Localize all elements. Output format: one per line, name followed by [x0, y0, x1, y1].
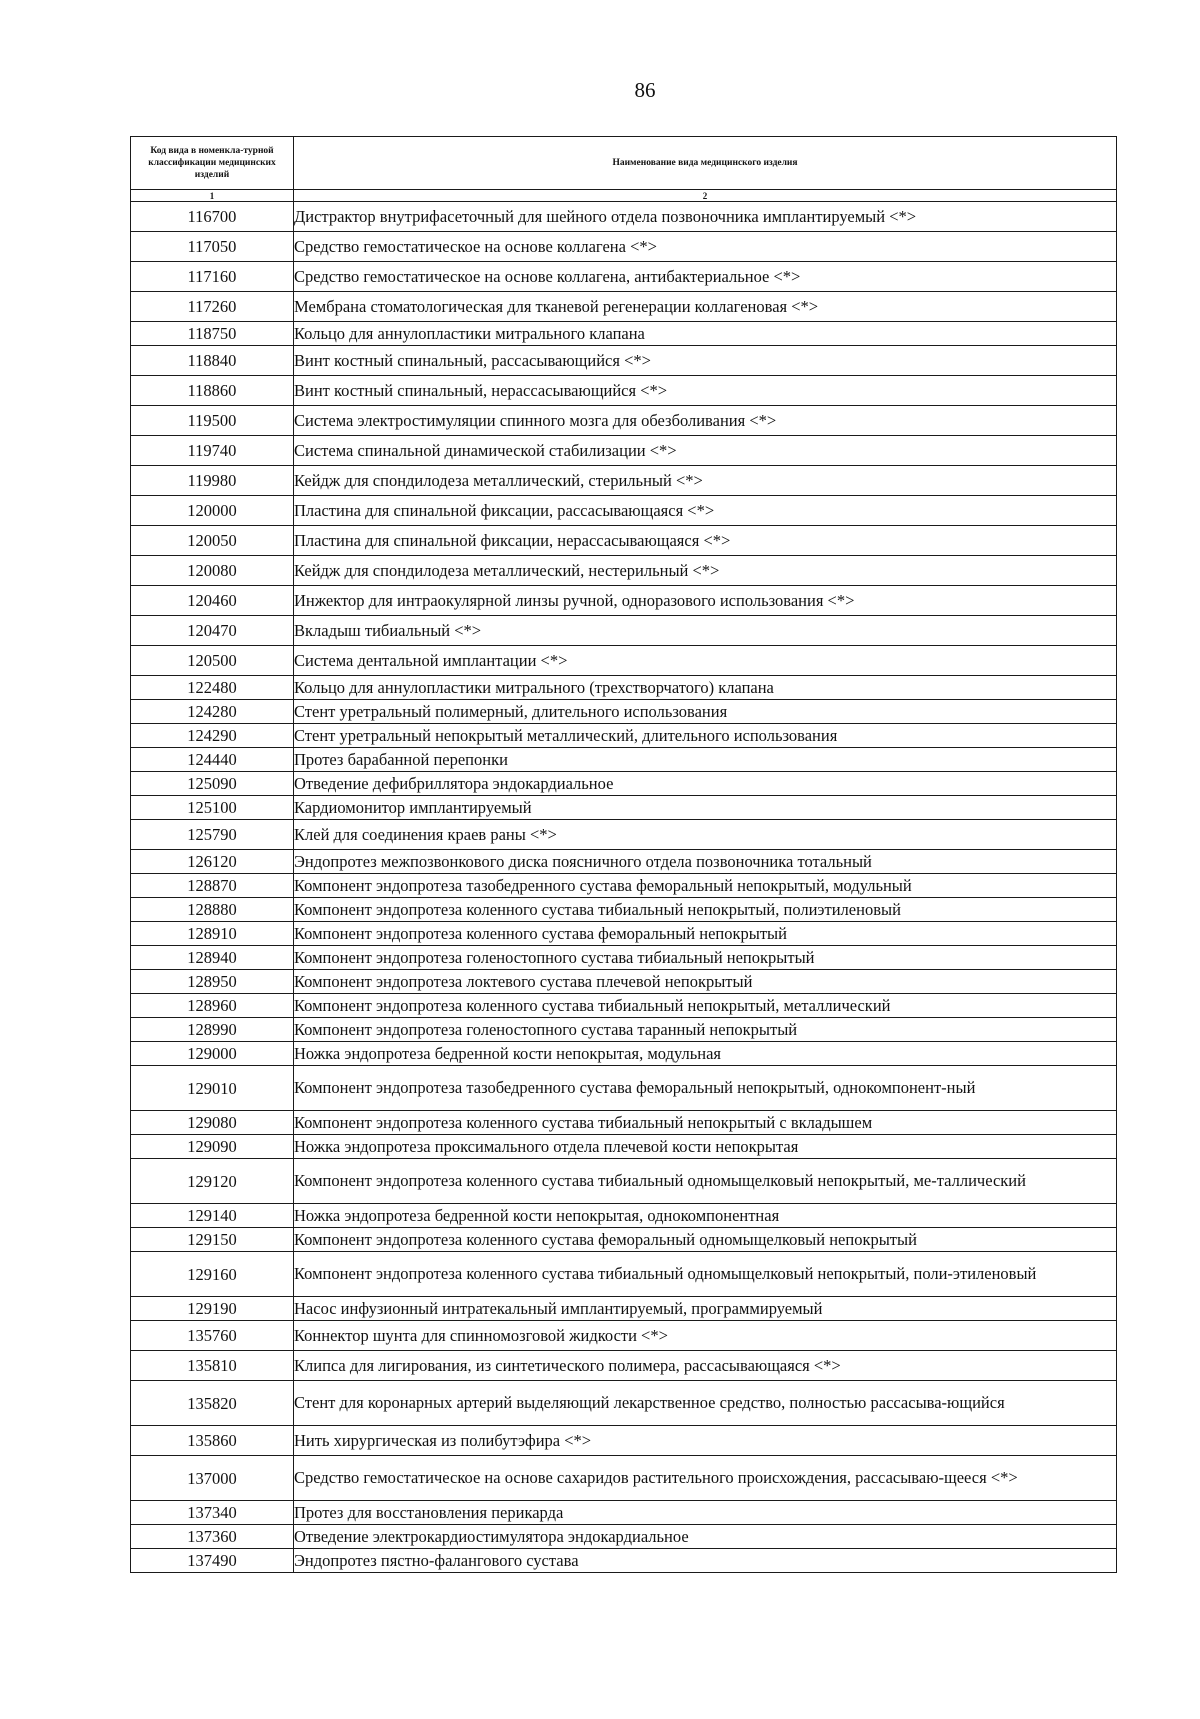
table-row: [131, 1351, 1117, 1381]
column-number-2: 2: [294, 190, 1117, 202]
device-name: Вкладыш тибиальный <*>: [294, 616, 1117, 646]
device-code: 129190: [131, 1297, 294, 1321]
device-code: 129080: [131, 1111, 294, 1135]
page-number: 86: [634, 78, 656, 102]
device-code: 124440: [131, 748, 294, 772]
device-name: Средство гемостатическое на основе коллагена, антибактериальное <*>: [294, 262, 1117, 292]
device-name: Отведение электрокардиостимулятора эндокардиальное: [294, 1525, 1117, 1549]
table-row: [131, 1135, 1117, 1159]
table-row: [131, 1549, 1117, 1573]
device-code: 129000: [131, 1042, 294, 1066]
device-code: 120000: [131, 496, 294, 526]
table-row: [131, 1018, 1117, 1042]
table-row: [131, 556, 1117, 586]
table-row: [131, 376, 1117, 406]
device-name: Компонент эндопротеза коленного сустава тибиальный одномыщелковый непокрытый, ме-таллический: [294, 1159, 1117, 1204]
table-row: [131, 262, 1117, 292]
device-code: 120470: [131, 616, 294, 646]
table-row: [131, 232, 1117, 262]
device-code: 129090: [131, 1135, 294, 1159]
device-name: Компонент эндопротеза коленного сустава тибиальный одномыщелковый непокрытый, поли-этиленовый: [294, 1252, 1117, 1297]
device-name: Система дентальной имплантации <*>: [294, 646, 1117, 676]
device-code: 135820: [131, 1381, 294, 1426]
device-name: Пластина для спинальной фиксации, нерассасывающаяся <*>: [294, 526, 1117, 556]
device-name: Отведение дефибриллятора эндокардиальное: [294, 772, 1117, 796]
table-row: [131, 898, 1117, 922]
table-row: [131, 724, 1117, 748]
device-name: Протез для восстановления перикарда: [294, 1501, 1117, 1525]
device-code: 128990: [131, 1018, 294, 1042]
header-code: Код вида в номенкла-турной классификации медицинских изделий: [131, 137, 294, 190]
table-row: [131, 646, 1117, 676]
device-name: Компонент эндопротеза коленного сустава тибиальный непокрытый, металлический: [294, 994, 1117, 1018]
table-row: [131, 496, 1117, 526]
device-name: Клей для соединения краев раны <*>: [294, 820, 1117, 850]
table-row: [131, 1525, 1117, 1549]
device-name: Компонент эндопротеза тазобедренного сустава феморальный непокрытый, однокомпонент-ный: [294, 1066, 1117, 1111]
device-code: 128910: [131, 922, 294, 946]
device-code: 124290: [131, 724, 294, 748]
table-row: [131, 748, 1117, 772]
device-name: Коннектор шунта для спинномозговой жидкости <*>: [294, 1321, 1117, 1351]
table-row: [131, 1042, 1117, 1066]
device-code: 119740: [131, 436, 294, 466]
table-row: [131, 526, 1117, 556]
device-code: 125090: [131, 772, 294, 796]
device-code: 118860: [131, 376, 294, 406]
device-code: 116700: [131, 202, 294, 232]
table-body: [131, 202, 1117, 1573]
device-name: Компонент эндопротеза коленного сустава тибиальный непокрытый, полиэтиленовый: [294, 898, 1117, 922]
device-name: Стент уретральный непокрытый металлический, длительного использования: [294, 724, 1117, 748]
device-name: Компонент эндопротеза коленного сустава феморальный непокрытый: [294, 922, 1117, 946]
table-row: [131, 346, 1117, 376]
table-row: [131, 796, 1117, 820]
device-code: 128950: [131, 970, 294, 994]
device-name: Средство гемостатическое на основе коллагена <*>: [294, 232, 1117, 262]
device-name: Стент для коронарных артерий выделяющий лекарственное средство, полностью рассасыва-ющийся: [294, 1381, 1117, 1426]
table-row: [131, 202, 1117, 232]
device-code: 137490: [131, 1549, 294, 1573]
table-row: [131, 1381, 1117, 1426]
device-code: 128870: [131, 874, 294, 898]
device-code: 137340: [131, 1501, 294, 1525]
table-row: [131, 772, 1117, 796]
device-name: Компонент эндопротеза коленного сустава феморальный одномыщелковый непокрытый: [294, 1228, 1117, 1252]
device-code: 120460: [131, 586, 294, 616]
device-name: Эндопротез пястно-фалангового сустава: [294, 1549, 1117, 1573]
device-code: 128940: [131, 946, 294, 970]
device-name: Винт костный спинальный, нерассасывающийся <*>: [294, 376, 1117, 406]
device-name: Компонент эндопротеза локтевого сустава плечевой непокрытый: [294, 970, 1117, 994]
device-code: 135760: [131, 1321, 294, 1351]
table-row: [131, 850, 1117, 874]
device-name: Система электростимуляции спинного мозга для обезболивания <*>: [294, 406, 1117, 436]
table-row: [131, 994, 1117, 1018]
device-code: 128880: [131, 898, 294, 922]
device-name: Ножка эндопротеза бедренной кости непокрытая, модульная: [294, 1042, 1117, 1066]
device-code: 126120: [131, 850, 294, 874]
table-row: [131, 1066, 1117, 1111]
device-name: Кейдж для спондилодеза металлический, нестерильный <*>: [294, 556, 1117, 586]
device-name: Ножка эндопротеза проксимального отдела плечевой кости непокрытая: [294, 1135, 1117, 1159]
table-row: [131, 1297, 1117, 1321]
device-name: Средство гемостатическое на основе сахаридов растительного происхождения, рассасываю-щееся <*>: [294, 1456, 1117, 1501]
table-header-row: [131, 137, 1117, 190]
device-code: 117050: [131, 232, 294, 262]
device-code: 128960: [131, 994, 294, 1018]
table-row: [131, 874, 1117, 898]
device-code: 119500: [131, 406, 294, 436]
device-code: 124280: [131, 700, 294, 724]
device-code: 122480: [131, 676, 294, 700]
device-code: 118750: [131, 322, 294, 346]
table-row: [131, 1204, 1117, 1228]
device-code: 117260: [131, 292, 294, 322]
device-code: 117160: [131, 262, 294, 292]
device-code: 129150: [131, 1228, 294, 1252]
device-name: Протез барабанной перепонки: [294, 748, 1117, 772]
table-row: [131, 466, 1117, 496]
device-code: 120050: [131, 526, 294, 556]
device-name: Эндопротез межпозвонкового диска поясничного отдела позвоночника тотальный: [294, 850, 1117, 874]
device-name: Кейдж для спондилодеза металлический, стерильный <*>: [294, 466, 1117, 496]
table-row: [131, 322, 1117, 346]
device-code: 129120: [131, 1159, 294, 1204]
table-row: [131, 292, 1117, 322]
device-name: Пластина для спинальной фиксации, рассасывающаяся <*>: [294, 496, 1117, 526]
table-row: [131, 1501, 1117, 1525]
device-code: 137000: [131, 1456, 294, 1501]
table-row: [131, 406, 1117, 436]
table-row: [131, 616, 1117, 646]
device-name: Кардиомонитор имплантируемый: [294, 796, 1117, 820]
column-number-1: 1: [131, 190, 294, 202]
device-name: Насос инфузионный интратекальный имплантируемый, программируемый: [294, 1297, 1117, 1321]
table-row: [131, 1111, 1117, 1135]
device-name: Кольцо для аннулопластики митрального клапана: [294, 322, 1117, 346]
table-row: [131, 436, 1117, 466]
device-name: Система спинальной динамической стабилизации <*>: [294, 436, 1117, 466]
device-name: Компонент эндопротеза голеностопного сустава таранный непокрытый: [294, 1018, 1117, 1042]
device-code: 125100: [131, 796, 294, 820]
device-name: Клипса для лигирования, из синтетического полимера, рассасывающаяся <*>: [294, 1351, 1117, 1381]
table-row: [131, 586, 1117, 616]
device-code: 129010: [131, 1066, 294, 1111]
table-row: [131, 1159, 1117, 1204]
device-name: Дистрактор внутрифасеточный для шейного отдела позвоночника имплантируемый <*>: [294, 202, 1117, 232]
table-row: [131, 1456, 1117, 1501]
table-row: [131, 922, 1117, 946]
device-name: Инжектор для интраокулярной линзы ручной, одноразового использования <*>: [294, 586, 1117, 616]
device-code: 120500: [131, 646, 294, 676]
device-code: 137360: [131, 1525, 294, 1549]
device-code: 120080: [131, 556, 294, 586]
table-row: [131, 700, 1117, 724]
device-code: 129160: [131, 1252, 294, 1297]
device-name: Мембрана стоматологическая для тканевой регенерации коллагеновая <*>: [294, 292, 1117, 322]
table-row: [131, 1228, 1117, 1252]
device-name: Компонент эндопротеза коленного сустава тибиальный непокрытый с вкладышем: [294, 1111, 1117, 1135]
device-name: Нить хирургическая из полибутэфира <*>: [294, 1426, 1117, 1456]
table-row: [131, 820, 1117, 850]
table-row: [131, 1252, 1117, 1297]
device-code: 135810: [131, 1351, 294, 1381]
table-row: [131, 1426, 1117, 1456]
device-code: 129140: [131, 1204, 294, 1228]
device-code: 125790: [131, 820, 294, 850]
header-name: Наименование вида медицинского изделия: [294, 137, 1117, 190]
device-name: Стент уретральный полимерный, длительного использования: [294, 700, 1117, 724]
table-row: [131, 970, 1117, 994]
device-name: Ножка эндопротеза бедренной кости непокрытая, однокомпонентная: [294, 1204, 1117, 1228]
device-code: 135860: [131, 1426, 294, 1456]
device-name: Кольцо для аннулопластики митрального (трехстворчатого) клапана: [294, 676, 1117, 700]
device-name: Компонент эндопротеза тазобедренного сустава феморальный непокрытый, модульный: [294, 874, 1117, 898]
device-code: 118840: [131, 346, 294, 376]
table-row: [131, 946, 1117, 970]
column-number-row: [131, 190, 1117, 202]
table-row: [131, 676, 1117, 700]
table-row: [131, 1321, 1117, 1351]
device-table: [130, 136, 1117, 1573]
device-code: 119980: [131, 466, 294, 496]
device-name: Винт костный спинальный, рассасывающийся <*>: [294, 346, 1117, 376]
device-name: Компонент эндопротеза голеностопного сустава тибиальный непокрытый: [294, 946, 1117, 970]
